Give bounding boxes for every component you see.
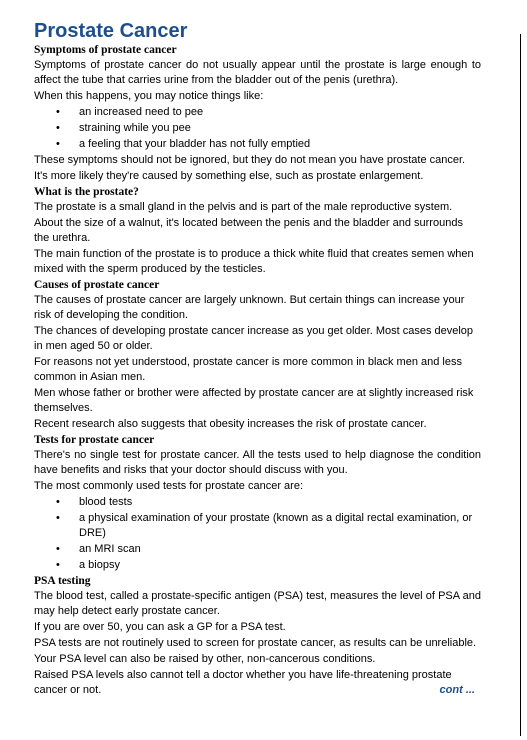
list-item	[34, 105, 481, 120]
paragraph: The chances of developing prostate cancer increase as you get older. Most cases develop in men aged 50 or older.	[34, 325, 474, 352]
bullet-icon: •	[56, 543, 60, 555]
section-heading-causes: Causes of prostate cancer	[34, 279, 160, 291]
list-item-text: an increased need to pee	[79, 106, 204, 118]
list-item-text: straining while you pee	[79, 122, 191, 134]
list-item-text: a biopsy	[79, 559, 120, 571]
symptoms-list	[34, 105, 481, 152]
paragraph: Recent research also suggests that obesity increases the risk of prostate cancer.	[34, 418, 427, 430]
tests-list	[34, 495, 481, 573]
paragraph: If you are over 50, you can ask a GP for a PSA test.	[34, 621, 286, 633]
list-item	[34, 511, 481, 541]
paragraph: The causes of prostate cancer are largely unknown. But certain things can increase your risk of developing the condition.	[34, 294, 465, 321]
list-item	[34, 558, 481, 573]
bullet-icon: •	[56, 512, 60, 524]
list-item-text: an MRI scan	[79, 543, 141, 555]
paragraph: Raised PSA levels also cannot tell a doctor whether you have life-threatening prostate cancer or not.	[34, 669, 452, 696]
section-heading-tests: Tests for prostate cancer	[34, 434, 155, 446]
list-item-text: a feeling that your bladder has not fully emptied	[79, 138, 311, 150]
paragraph: The blood test, called a prostate-specific antigen (PSA) test, measures the level of PSA and may help detect early prostate cancer.	[34, 590, 481, 617]
document-body	[34, 20, 481, 699]
paragraph: The main function of the prostate is to produce a thick white fluid that creates semen when mixed with the sperm produced by the testicles.	[34, 248, 474, 275]
section-heading-what: What is the prostate?	[34, 186, 139, 198]
bullet-icon: •	[56, 138, 60, 150]
paragraph: Your PSA level can also be raised by other, non-cancerous conditions.	[34, 653, 376, 665]
list-item	[34, 121, 481, 136]
paragraph: About the size of a walnut, it's located between the penis and the bladder and surrounds the urethra.	[34, 217, 463, 244]
bullet-icon: •	[56, 122, 60, 134]
section-heading-psa: PSA testing	[34, 575, 91, 587]
paragraph: There's no single test for prostate cancer. All the tests used to help diagnose the condition have benefits and risks that your doctor should discuss with you.	[34, 449, 481, 476]
paragraph: When this happens, you may notice things like:	[34, 90, 264, 102]
last-paragraph-wrap	[34, 668, 481, 698]
continued-label: cont ...	[439, 684, 475, 696]
list-item-text: a physical examination of your prostate (known as a digital rectal examination, or DRE)	[79, 512, 473, 539]
list-item	[34, 495, 481, 510]
list-item	[34, 542, 481, 557]
section-heading-symptoms: Symptoms of prostate cancer	[34, 44, 177, 56]
paragraph: For reasons not yet understood, prostate cancer is more common in black men and less common in Asian men.	[34, 356, 462, 383]
page-title: Prostate Cancer	[34, 20, 188, 42]
bullet-icon: •	[56, 496, 60, 508]
paragraph: PSA tests are not routinely used to screen for prostate cancer, as results can be unreliable.	[34, 637, 477, 649]
paragraph: The prostate is a small gland in the pelvis and is part of the male reproductive system.	[34, 201, 453, 213]
paragraph: Men whose father or brother were affected by prostate cancer are at slightly increased risk themselves.	[34, 387, 474, 414]
paragraph: It's more likely they're caused by something else, such as prostate enlargement.	[34, 170, 424, 182]
bullet-icon: •	[56, 106, 60, 118]
paragraph: Symptoms of prostate cancer do not usually appear until the prostate is large enough to affect the tube that carries urine from the bladder out of the penis (urethra).	[34, 59, 481, 86]
paragraph: The most commonly used tests for prostate cancer are:	[34, 480, 304, 492]
list-item	[34, 137, 481, 152]
right-margin-rule	[520, 34, 521, 736]
list-item-text: blood tests	[79, 496, 133, 508]
bullet-icon: •	[56, 559, 60, 571]
paragraph: These symptoms should not be ignored, but they do not mean you have prostate cancer.	[34, 154, 466, 166]
